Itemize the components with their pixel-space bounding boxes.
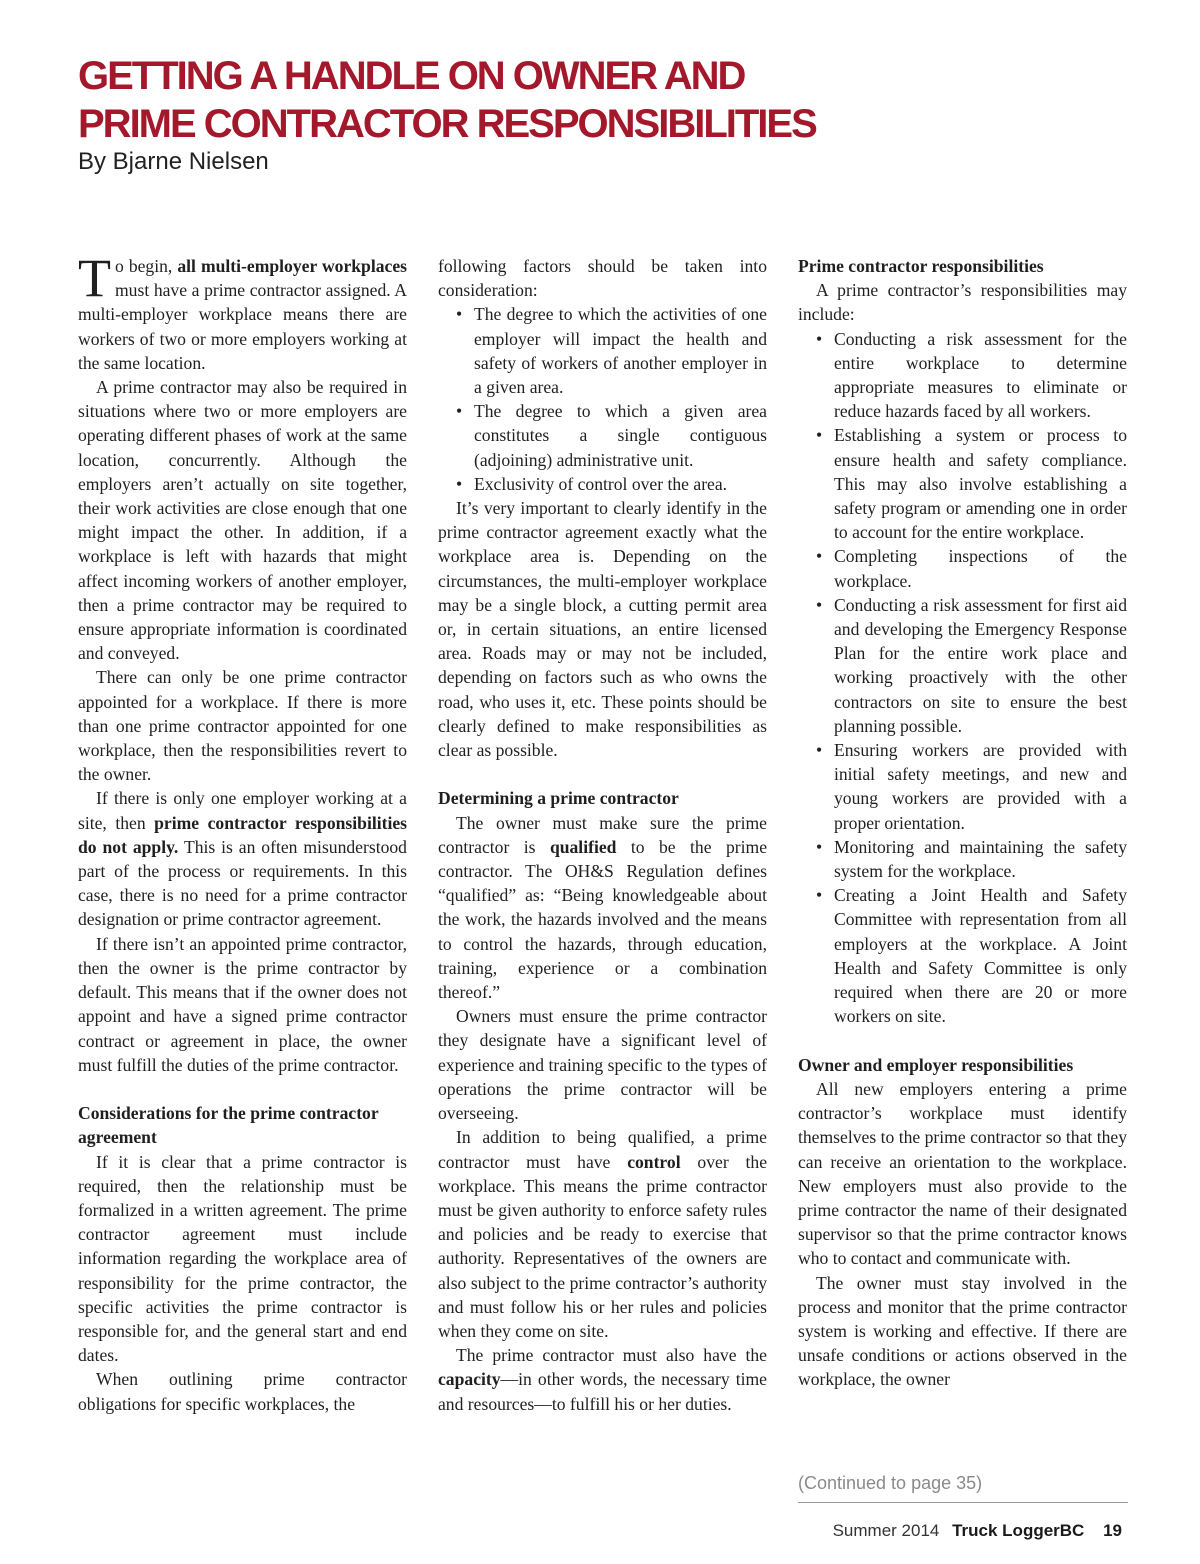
- article-title: [78, 52, 1168, 148]
- paragraph: If there isn’t an appointed prime contractor, then the owner is the prime contractor by default. This means that if the owner does not appoint and have a signed prime contractor contract or agreement in place, the owner must fulfill the duties of the prime contractor.: [78, 933, 407, 1075]
- list-item: • Conducting a risk assessment for the entire workplace to determine appropriate measures to eliminate or reduce hazards faced by all workers.: [834, 327, 1127, 424]
- list-item: • Exclusivity of control over the area.: [474, 472, 767, 496]
- list-item: • The degree to which a given area constitutes a single contiguous (adjoining) administrative unit.: [474, 399, 767, 472]
- section-heading: Prime contractor responsibilities: [798, 256, 1044, 276]
- section-heading: Owner and employer responsibilities: [798, 1054, 1074, 1075]
- column-2: [438, 254, 767, 1416]
- column-1: [78, 248, 408, 1416]
- page-number: 19: [1103, 1521, 1122, 1540]
- title-line-2: PRIME CONTRACTOR RESPONSIBILITIES: [78, 102, 816, 146]
- paragraph: following factors should be taken into consideration:: [438, 256, 767, 301]
- list-item: • Conducting a risk assessment for first aid and developing the Emergency Response Plan for the entire work place and working proactively with the other contractors on site to ensure the best planning possible.: [834, 593, 1127, 738]
- paragraph: The owner must stay involved in the process and monitor that the prime contractor system is working and effective. If there are unsafe conditions or actions observed in the workplace, the owner: [798, 1272, 1127, 1390]
- list-item: • Establishing a system or process to ensure health and safety compliance. This may also involve establishing a safety program or amending one in order to account for the entire workplace.: [834, 423, 1127, 544]
- continued-notice: (Continued to page 35): [798, 1473, 983, 1493]
- title-line-1: GETTING A HANDLE ON OWNER AND: [78, 54, 745, 98]
- paragraph: A prime contractor’s responsibilities may include:: [798, 280, 1127, 325]
- list-item: • The degree to which the activities of one employer will impact the health and safety of workers of another employer in a given area.: [474, 302, 767, 399]
- drop-cap: T: [78, 248, 111, 308]
- magazine-name: Truck LoggerBC: [952, 1521, 1085, 1540]
- byline: By Bjarne Nielsen: [78, 148, 269, 175]
- paragraph: The prime contractor must also have the capacity—in other words, the necessary time and resources—to fulfill his or her duties.: [438, 1345, 767, 1414]
- responsibility-list: [798, 327, 1127, 1029]
- column-3: [798, 254, 1127, 1392]
- paragraph: There can only be one prime contractor appointed for a workplace. If there is more than one prime contractor appointed for one workplace, then the responsibilities revert to the owner.: [78, 667, 407, 785]
- list-item: • Completing inspections of the workplace.: [834, 544, 1127, 592]
- issue-date: Summer 2014: [832, 1521, 940, 1540]
- factor-list: [438, 302, 767, 496]
- paragraph: A prime contractor may also be required in situations where two or more employers are operating different phases of work at the same location, concurrently. Although the employers aren’t actually on site together, their work activities are close enough that one might impact the other. In addition, if a workplace is left with hazards that might affect incoming workers of another employer, then a prime contractor may be required to ensure appropriate information is coordinated and conveyed.: [78, 377, 407, 664]
- section-heading: Considerations for the prime contractor agreement: [78, 1103, 379, 1148]
- paragraph: It’s very important to clearly identify in the prime contractor agreement exactly what the workplace area is. Depending on the circumstances, the multi-employer workplace may be a single block, a cutting permit area or, in certain situations, an entire licensed area. Roads may or may not be included, depending on factors such as who owns the road, who uses it, etc. These points should be clearly defined to make responsibilities as clear as possible.: [438, 498, 767, 761]
- section-heading: Determining a prime contractor: [438, 788, 679, 809]
- page-footer: [833, 1521, 1122, 1541]
- paragraph: If there is only one employer working at a site, then prime contractor responsibilities do not apply. This is an often misunderstood part of the process or requirements. In this case, there is no need for a prime contractor designation or prime contractor agreement.: [78, 788, 408, 930]
- list-item: • Creating a Joint Health and Safety Committee with representation from all employers at the workplace. A Joint Health and Safety Committee is only required when there are 20 or more workers on site.: [834, 883, 1127, 1028]
- paragraph: Owners must ensure the prime contractor they designate have a significant level of experience and training specific to the types of operations the prime contractor will be overseeing.: [438, 1006, 767, 1124]
- paragraph: In addition to being qualified, a prime contractor must have control over the workplace. This means the prime contractor must be given authority to enforce safety rules and policies and be ready to exercise that authority. Representatives of the owners are also subject to the prime contractor’s authority and must follow his or her rules and policies when they come on site.: [438, 1127, 768, 1341]
- paragraph: If it is clear that a prime contractor is required, then the relationship must be formalized in a written agreement. The prime contractor agreement must include information regarding the workplace area of responsibility for the prime contractor, the specific activities the prime contractor is responsible for, and the general start and end dates.: [78, 1151, 407, 1366]
- paragraph: To begin, all multi-employer workplaces must have a prime contractor assigned. A multi-employer workplace means there are workers of two or more employers working at the same location.: [78, 248, 407, 373]
- paragraph: The owner must make sure the prime contractor is qualified to be the prime contractor. The OH&S Regulation defines “qualified” as: “Being knowledgeable about the work, the hazards involved and the means to control the hazards, through education, training, experience or a combination thereof.”: [438, 812, 768, 1003]
- list-item: • Ensuring workers are provided with initial safety meetings, and new and young workers are provided with a proper orientation.: [834, 738, 1127, 835]
- list-item: • Monitoring and maintaining the safety system for the workplace.: [834, 835, 1127, 883]
- divider: [798, 1502, 1128, 1503]
- paragraph: When outlining prime contractor obligations for specific workplaces, the: [78, 1369, 407, 1414]
- paragraph: All new employers entering a prime contractor’s workplace must identify themselves to the prime contractor so that they can receive an orientation to the workplace. New employers must also provide to the prime contractor the name of their designated supervisor so that the prime contractor knows who to contact and communicate with.: [798, 1078, 1127, 1269]
